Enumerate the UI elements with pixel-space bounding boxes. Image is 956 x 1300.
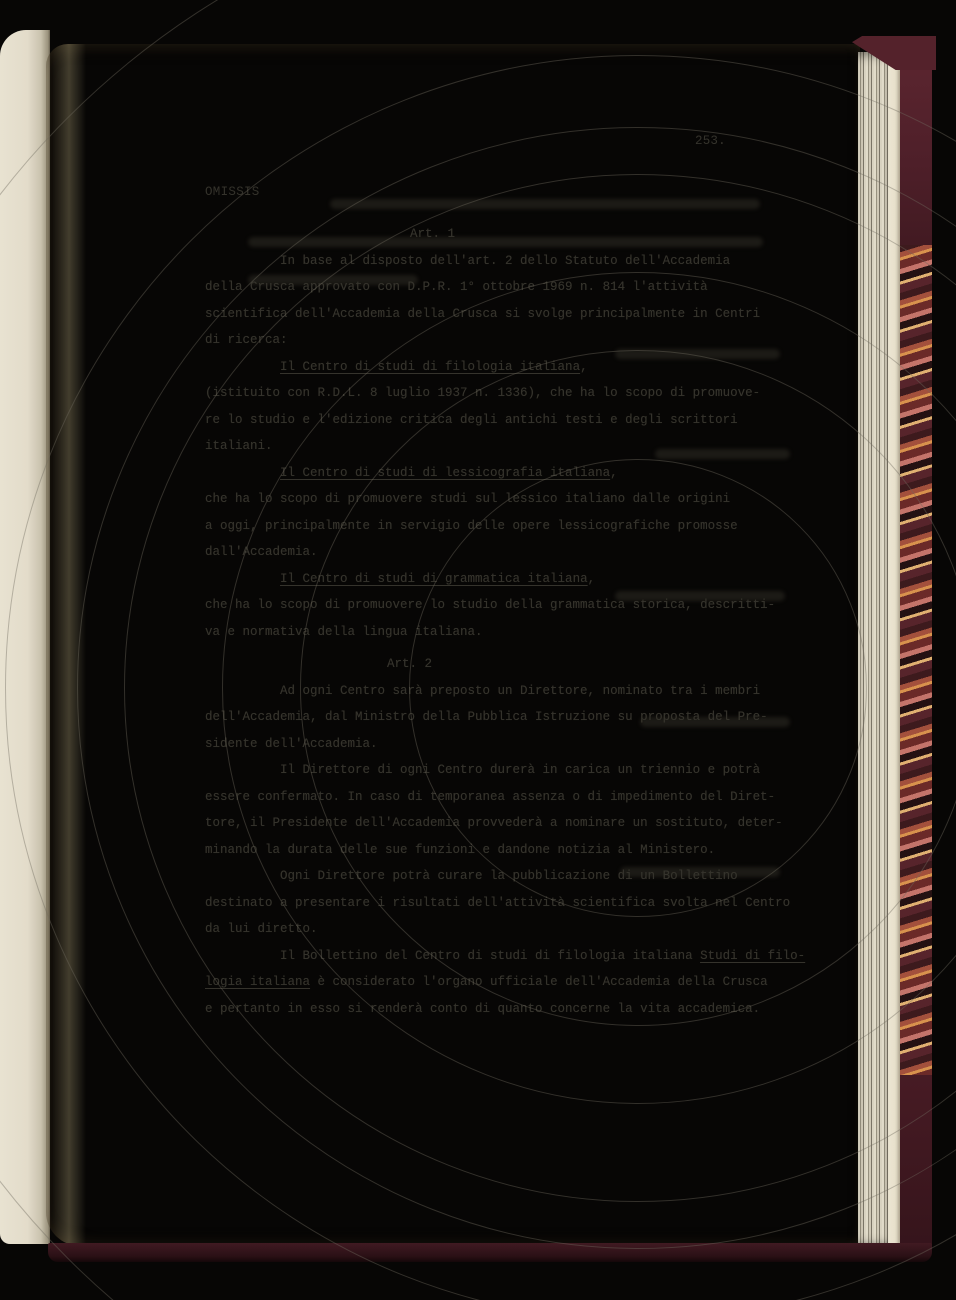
document-text (205, 221, 845, 1022)
cover-bottom-edge (48, 1243, 932, 1262)
underlined-text: logia italiana (205, 975, 311, 989)
document-line (205, 592, 845, 619)
omissis-label: OMISSIS (205, 185, 260, 199)
document-line (205, 810, 845, 837)
document-line (205, 380, 845, 407)
text-segment: , (587, 571, 596, 586)
document-line (205, 969, 845, 996)
text-segment: Ad ogni Centro sarà preposto un Direttore, nominato tra i membri (205, 683, 761, 698)
document-line (205, 619, 845, 646)
page-edges-stack (858, 52, 888, 1248)
page-number: 253. (695, 134, 726, 148)
underlined-text: Il Centro di studi di filologia italiana (280, 359, 581, 374)
text-segment: è considerato l'organo ufficiale dell'Accademia della Crusca (310, 975, 768, 989)
text-segment: Art. 1 (410, 227, 456, 241)
text-segment: Il Bollettino del Centro di studi di filologia italiana (205, 948, 701, 963)
text-segment: a oggi, principalmente in servigio delle opere lessicografiche promosse (205, 518, 738, 533)
document-line (205, 731, 845, 758)
facing-page-edge (0, 30, 50, 1244)
bleedthrough-line (330, 199, 760, 209)
text-segment: tore, il Presidente dell'Accademia provvederà a nominare un sostituto, deter- (205, 816, 783, 830)
document-line (205, 513, 845, 540)
article-heading (410, 221, 845, 248)
text-segment: dell'Accademia, dal Ministro della Pubblica Istruzione su proposta del Pre- (205, 710, 768, 724)
leather-edge-bottom (900, 1075, 932, 1252)
document-line (205, 274, 845, 301)
document-line (205, 704, 845, 731)
text-segment (205, 360, 280, 374)
document-line (205, 863, 845, 890)
document-line (205, 784, 845, 811)
text-segment: va e normativa della lingua italiana. (205, 624, 483, 639)
endpaper-strip (888, 50, 900, 1250)
underlined-text: Studi di filo- (700, 948, 806, 963)
text-segment: italiani. (205, 439, 273, 453)
text-segment: che ha lo scopo di promuovere studi sul lessico italiano dalle origini (205, 492, 731, 506)
document-line (205, 407, 845, 434)
article-heading (387, 651, 845, 678)
text-segment: destinato a presentare i risultati dell'attività scientifica svolta nel Centro (205, 895, 791, 910)
underlined-text: Il Centro di studi di lessicografia italiana (280, 465, 611, 480)
text-segment: da lui diretto. (205, 922, 318, 936)
document-line (205, 248, 845, 275)
text-segment: scientifica dell'Accademia della Crusca si svolge principalmente in Centri (205, 306, 761, 321)
text-segment: re lo studio e l'edizione critica degli antichi testi e degli scrittori (205, 412, 738, 427)
text-segment (205, 466, 280, 480)
text-segment: minando la durata delle sue funzioni e dandone notizia al Ministero. (205, 842, 716, 857)
document-line (205, 301, 845, 328)
document-line (205, 566, 845, 593)
document-line (205, 943, 845, 970)
text-segment: essere confermato. In caso di temporanea assenza o di impedimento del Diret- (205, 789, 776, 804)
text-segment: In base al disposto dell'art. 2 dello Statuto dell'Accademia (205, 253, 731, 268)
document-line (205, 354, 845, 381)
marbled-paper (900, 245, 932, 1075)
document-line (205, 890, 845, 917)
document-line (205, 916, 845, 943)
document-line (205, 327, 845, 354)
text-segment: e pertanto in esso si renderà conto di quanto concerne la vita accademica. (205, 1001, 761, 1016)
text-segment: della Crusca approvato con D.P.R. 1° ottobre 1969 n. 814 l'attività (205, 280, 708, 294)
book-page (46, 44, 860, 1246)
text-segment: (istituito con R.D.L. 8 luglio 1937 n. 1336), che ha lo scopo di promuove- (205, 386, 761, 400)
text-segment: di ricerca: (205, 333, 288, 347)
document-line (205, 433, 845, 460)
text-segment: sidente dell'Accademia. (205, 736, 378, 751)
text-segment: , (610, 465, 618, 480)
text-segment: Ogni Direttore potrà curare la pubblicazione di un Bollettino (205, 869, 738, 883)
text-segment: Art. 2 (387, 657, 433, 671)
document-line (205, 539, 845, 566)
text-segment: dall'Accademia. (205, 545, 318, 559)
text-segment: Il Direttore di ogni Centro durerà in carica un triennio e potrà (205, 763, 761, 777)
text-segment: , (580, 359, 588, 374)
document-line (205, 678, 845, 705)
text-segment (205, 572, 280, 586)
document-line (205, 996, 845, 1023)
underlined-text: Il Centro di studi di grammatica italiana (280, 571, 588, 586)
document-line (205, 486, 845, 513)
marbled-cover-edge (900, 40, 932, 1252)
leather-edge-top (900, 40, 932, 245)
document-line (205, 757, 845, 784)
document-line (205, 837, 845, 864)
text-segment: che ha lo scopo di promuovere lo studio della grammatica storica, descritti- (205, 598, 776, 612)
document-line (205, 460, 845, 487)
